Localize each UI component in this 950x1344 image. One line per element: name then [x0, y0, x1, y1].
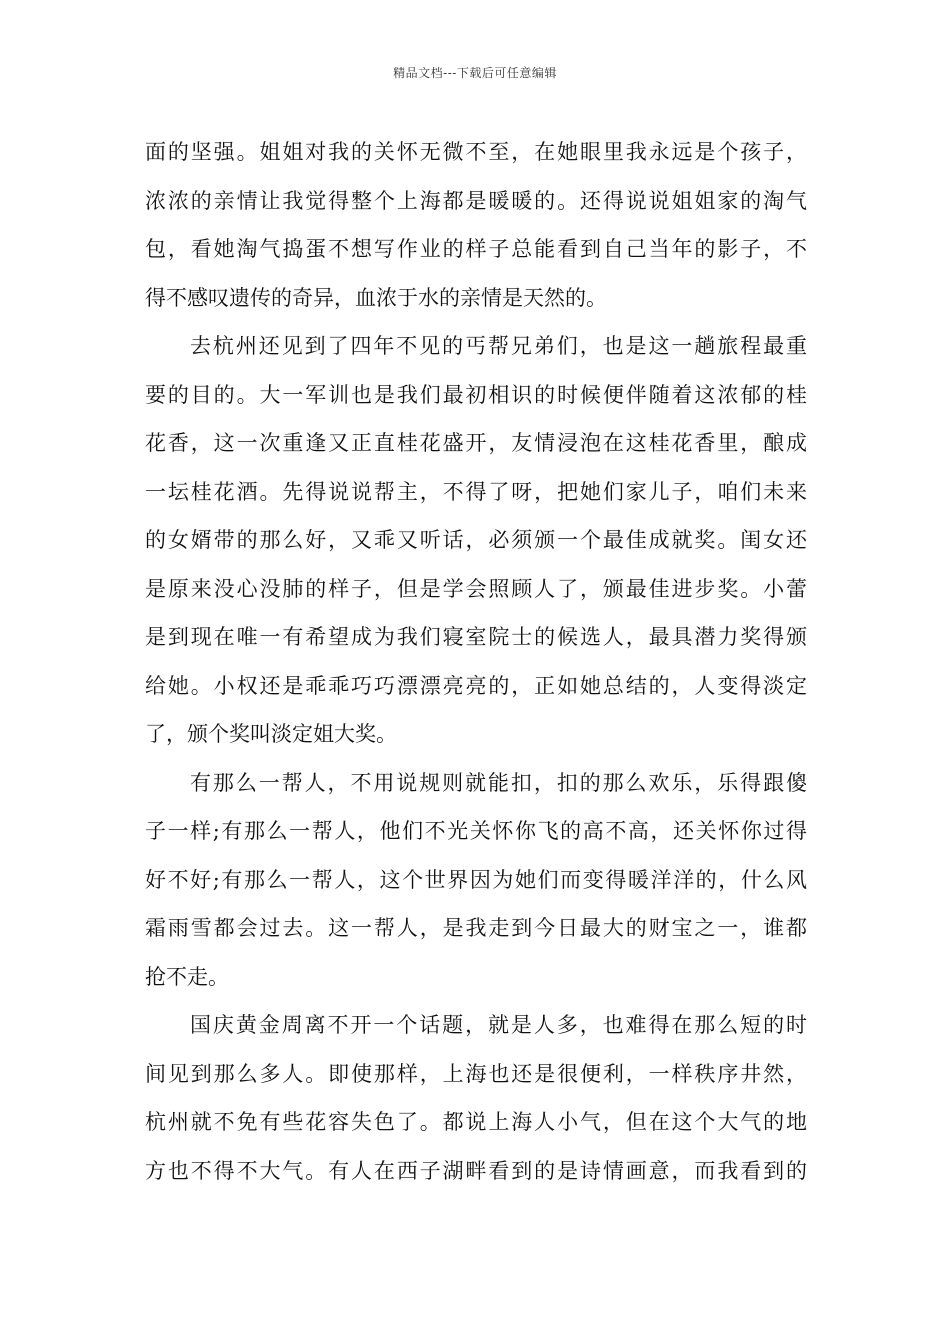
text-line: 是到现在唯一有希望成为我们寝室院士的候选人，最具潜力奖得颁	[145, 625, 807, 649]
text-line: 杭州就不免有些花容失色了。都说上海人小气，但在这个大气的地	[145, 1110, 807, 1134]
paragraph-2	[145, 322, 807, 759]
text-line: 一坛桂花酒。先得说说帮主，不得了呀，把她们家儿子，咱们未来	[145, 479, 807, 504]
text-line: 浓浓的亲情让我觉得整个上海都是暖暖的。还得说说姐姐家的淘气	[145, 188, 807, 213]
text-line: 是原来没心没肺的样子，但是学会照顾人了，颁最佳进步奖。小蕾	[145, 576, 807, 601]
text-line: 面的坚强。姐姐对我的关怀无微不至，在她眼里我永远是个孩子，	[145, 140, 807, 164]
text-line: 抢不走。	[145, 964, 229, 989]
page-header: 精品文档---下载后可任意编辑	[393, 66, 557, 80]
text-line: 好不好;有那么一帮人，这个世界因为她们而变得暖洋洋的，什么风	[145, 867, 807, 892]
text-line: 的女婿带的那么好，又乖又听话，必须颁一个最佳成就奖。闺女还	[145, 528, 807, 552]
text-line: 国庆黄金周离不开一个话题，就是人多，也难得在那么短的时	[190, 1013, 807, 1037]
text-line: 霜雨雪都会过去。这一帮人，是我走到今日最大的财宝之一，谁都	[145, 916, 807, 940]
text-line: 子一样;有那么一帮人，他们不光关怀你飞的高不高，还关怀你过得	[145, 819, 807, 843]
text-line: 有那么一帮人，不用说规则就能扣，扣的那么欢乐，乐得跟傻	[190, 770, 807, 795]
paragraph-4	[145, 1001, 807, 1195]
text-line: 间见到那么多人。即使那样，上海也还是很便利，一样秩序井然，	[145, 1061, 807, 1086]
text-line: 方也不得不大气。有人在西子湖畔看到的是诗情画意，而我看到的	[145, 1158, 807, 1183]
text-line: 要的目的。大一军训也是我们最初相识的时候便伴随着这浓郁的桂	[145, 382, 807, 407]
text-line: 得不感叹遗传的奇异，血浓于水的亲情是天然的。	[145, 285, 607, 310]
paragraph-1	[145, 128, 807, 322]
body-text	[145, 128, 807, 1195]
text-line: 花香，这一次重逢又正直桂花盛开，友情浸泡在这桂花香里，酿成	[145, 431, 807, 455]
text-line: 包，看她淘气捣蛋不想写作业的样子总能看到自己当年的影子，不	[145, 237, 807, 261]
text-line: 去杭州还见到了四年不见的丐帮兄弟们，也是这一趟旅程最重	[190, 334, 807, 358]
text-line: 了，颁个奖叫淡定姐大奖。	[145, 722, 397, 746]
text-line: 给她。小权还是乖乖巧巧漂漂亮亮的，正如她总结的，人变得淡定	[145, 673, 807, 698]
paragraph-3	[145, 759, 807, 1002]
